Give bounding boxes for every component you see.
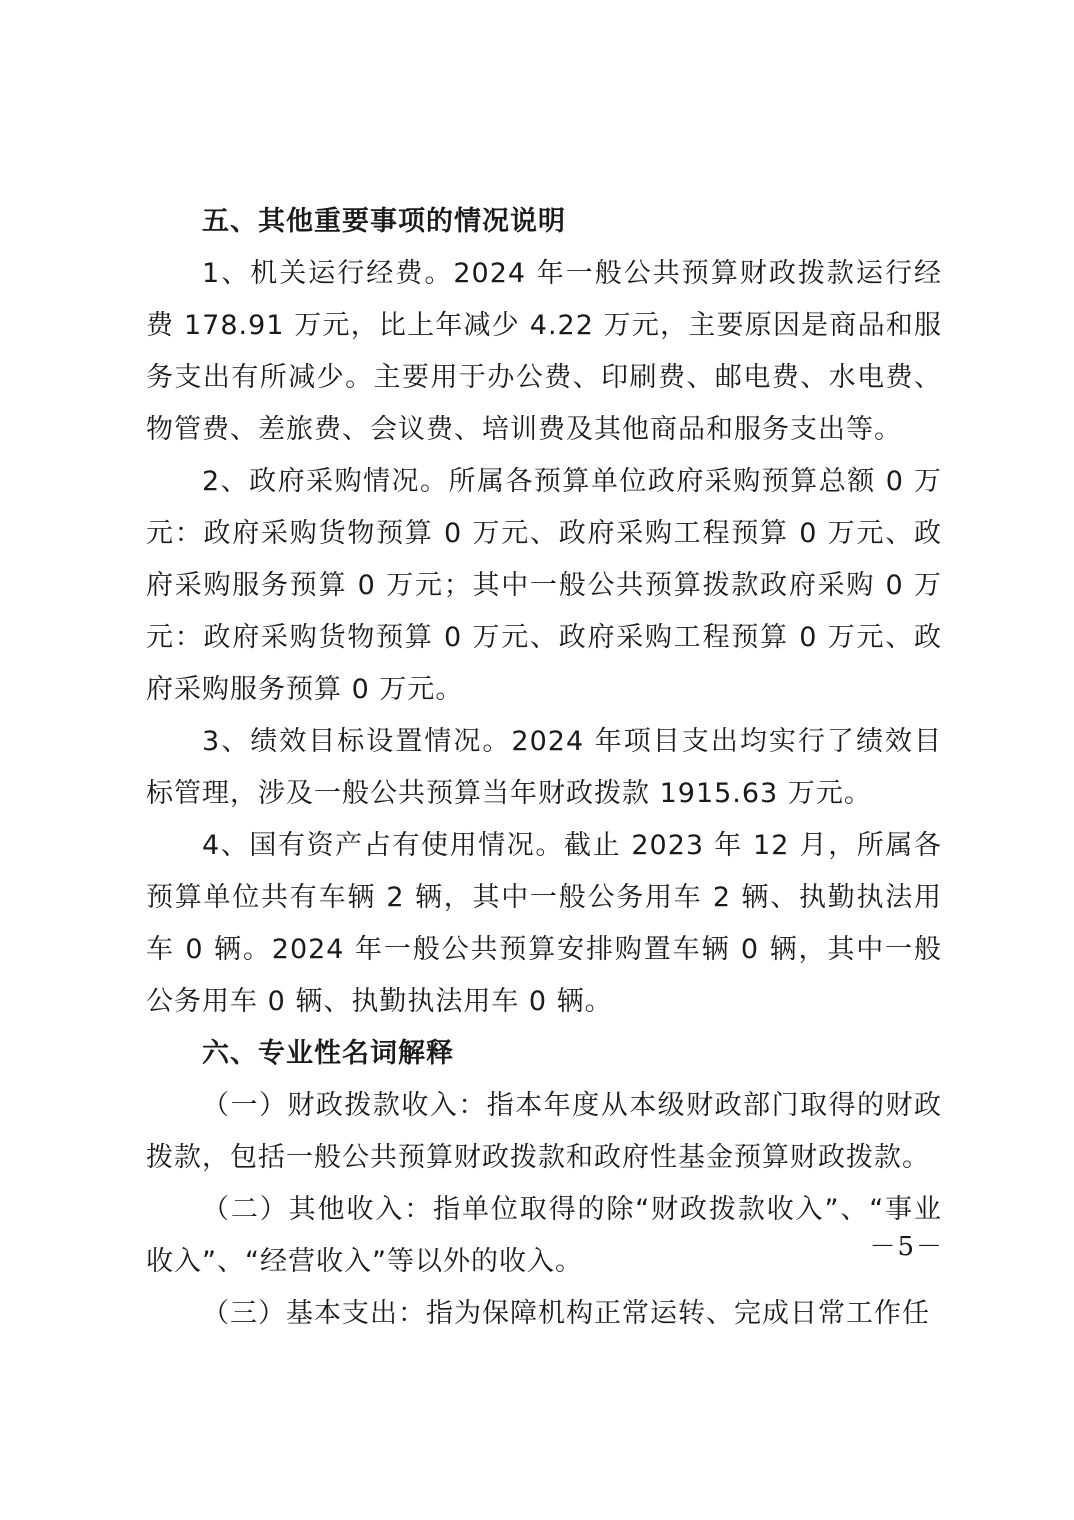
- paragraph-state-assets: 4、国有资产占有使用情况。截止 2023 年 12 月，所属各预算单位共有车辆 2 辆，其中一般公务用车 2 辆、执勤执法用车 0 辆。2024 年一般公共预算安排购置车辆 0 辆，其中一般公务用车 0 辆、执勤执法用车 0 辆。: [146, 830, 942, 1017]
- paragraph-fiscal-appropriation-income: （一）财政拨款收入：指本年度从本级财政部门取得的财政拨款，包括一般公共预算财政拨款和政府性基金预算财政拨款。: [146, 1090, 942, 1173]
- paragraph-basic-expenditure: （三）基本支出：指为保障机构正常运转、完成日常工作任: [202, 1298, 930, 1329]
- document-body: [146, 196, 942, 1340]
- section-heading-terminology: 六、专业性名词解释: [202, 1038, 454, 1069]
- page-number: －5－: [869, 1232, 944, 1262]
- paragraph-performance-targets: 3、绩效目标设置情况。2024 年项目支出均实行了绩效目标管理，涉及一般公共预算当年财政拨款 1915.63 万元。: [146, 726, 942, 809]
- section-heading-other-matters: 五、其他重要事项的情况说明: [202, 206, 566, 237]
- paragraph-operating-expenses: 1、机关运行经费。2024 年一般公共预算财政拨款运行经费 178.91 万元，比上年减少 4.22 万元，主要原因是商品和服务支出有所减少。主要用于办公费、印刷费、邮电费、水电费、物管费、差旅费、会议费、培训费及其他商品和服务支出等。: [146, 258, 942, 445]
- paragraph-government-procurement: 2、政府采购情况。所属各预算单位政府采购预算总额 0 万元：政府采购货物预算 0 万元、政府采购工程预算 0 万元、政府采购服务预算 0 万元；其中一般公共预算拨款政府采购 0 万元：政府采购货物预算 0 万元、政府采购工程预算 0 万元、政府采购服务预算 0 万元。: [146, 466, 942, 705]
- paragraph-other-income: （二）其他收入：指单位取得的除“财政拨款收入”、“事业收入”、“经营收入”等以外的收入。: [146, 1194, 942, 1277]
